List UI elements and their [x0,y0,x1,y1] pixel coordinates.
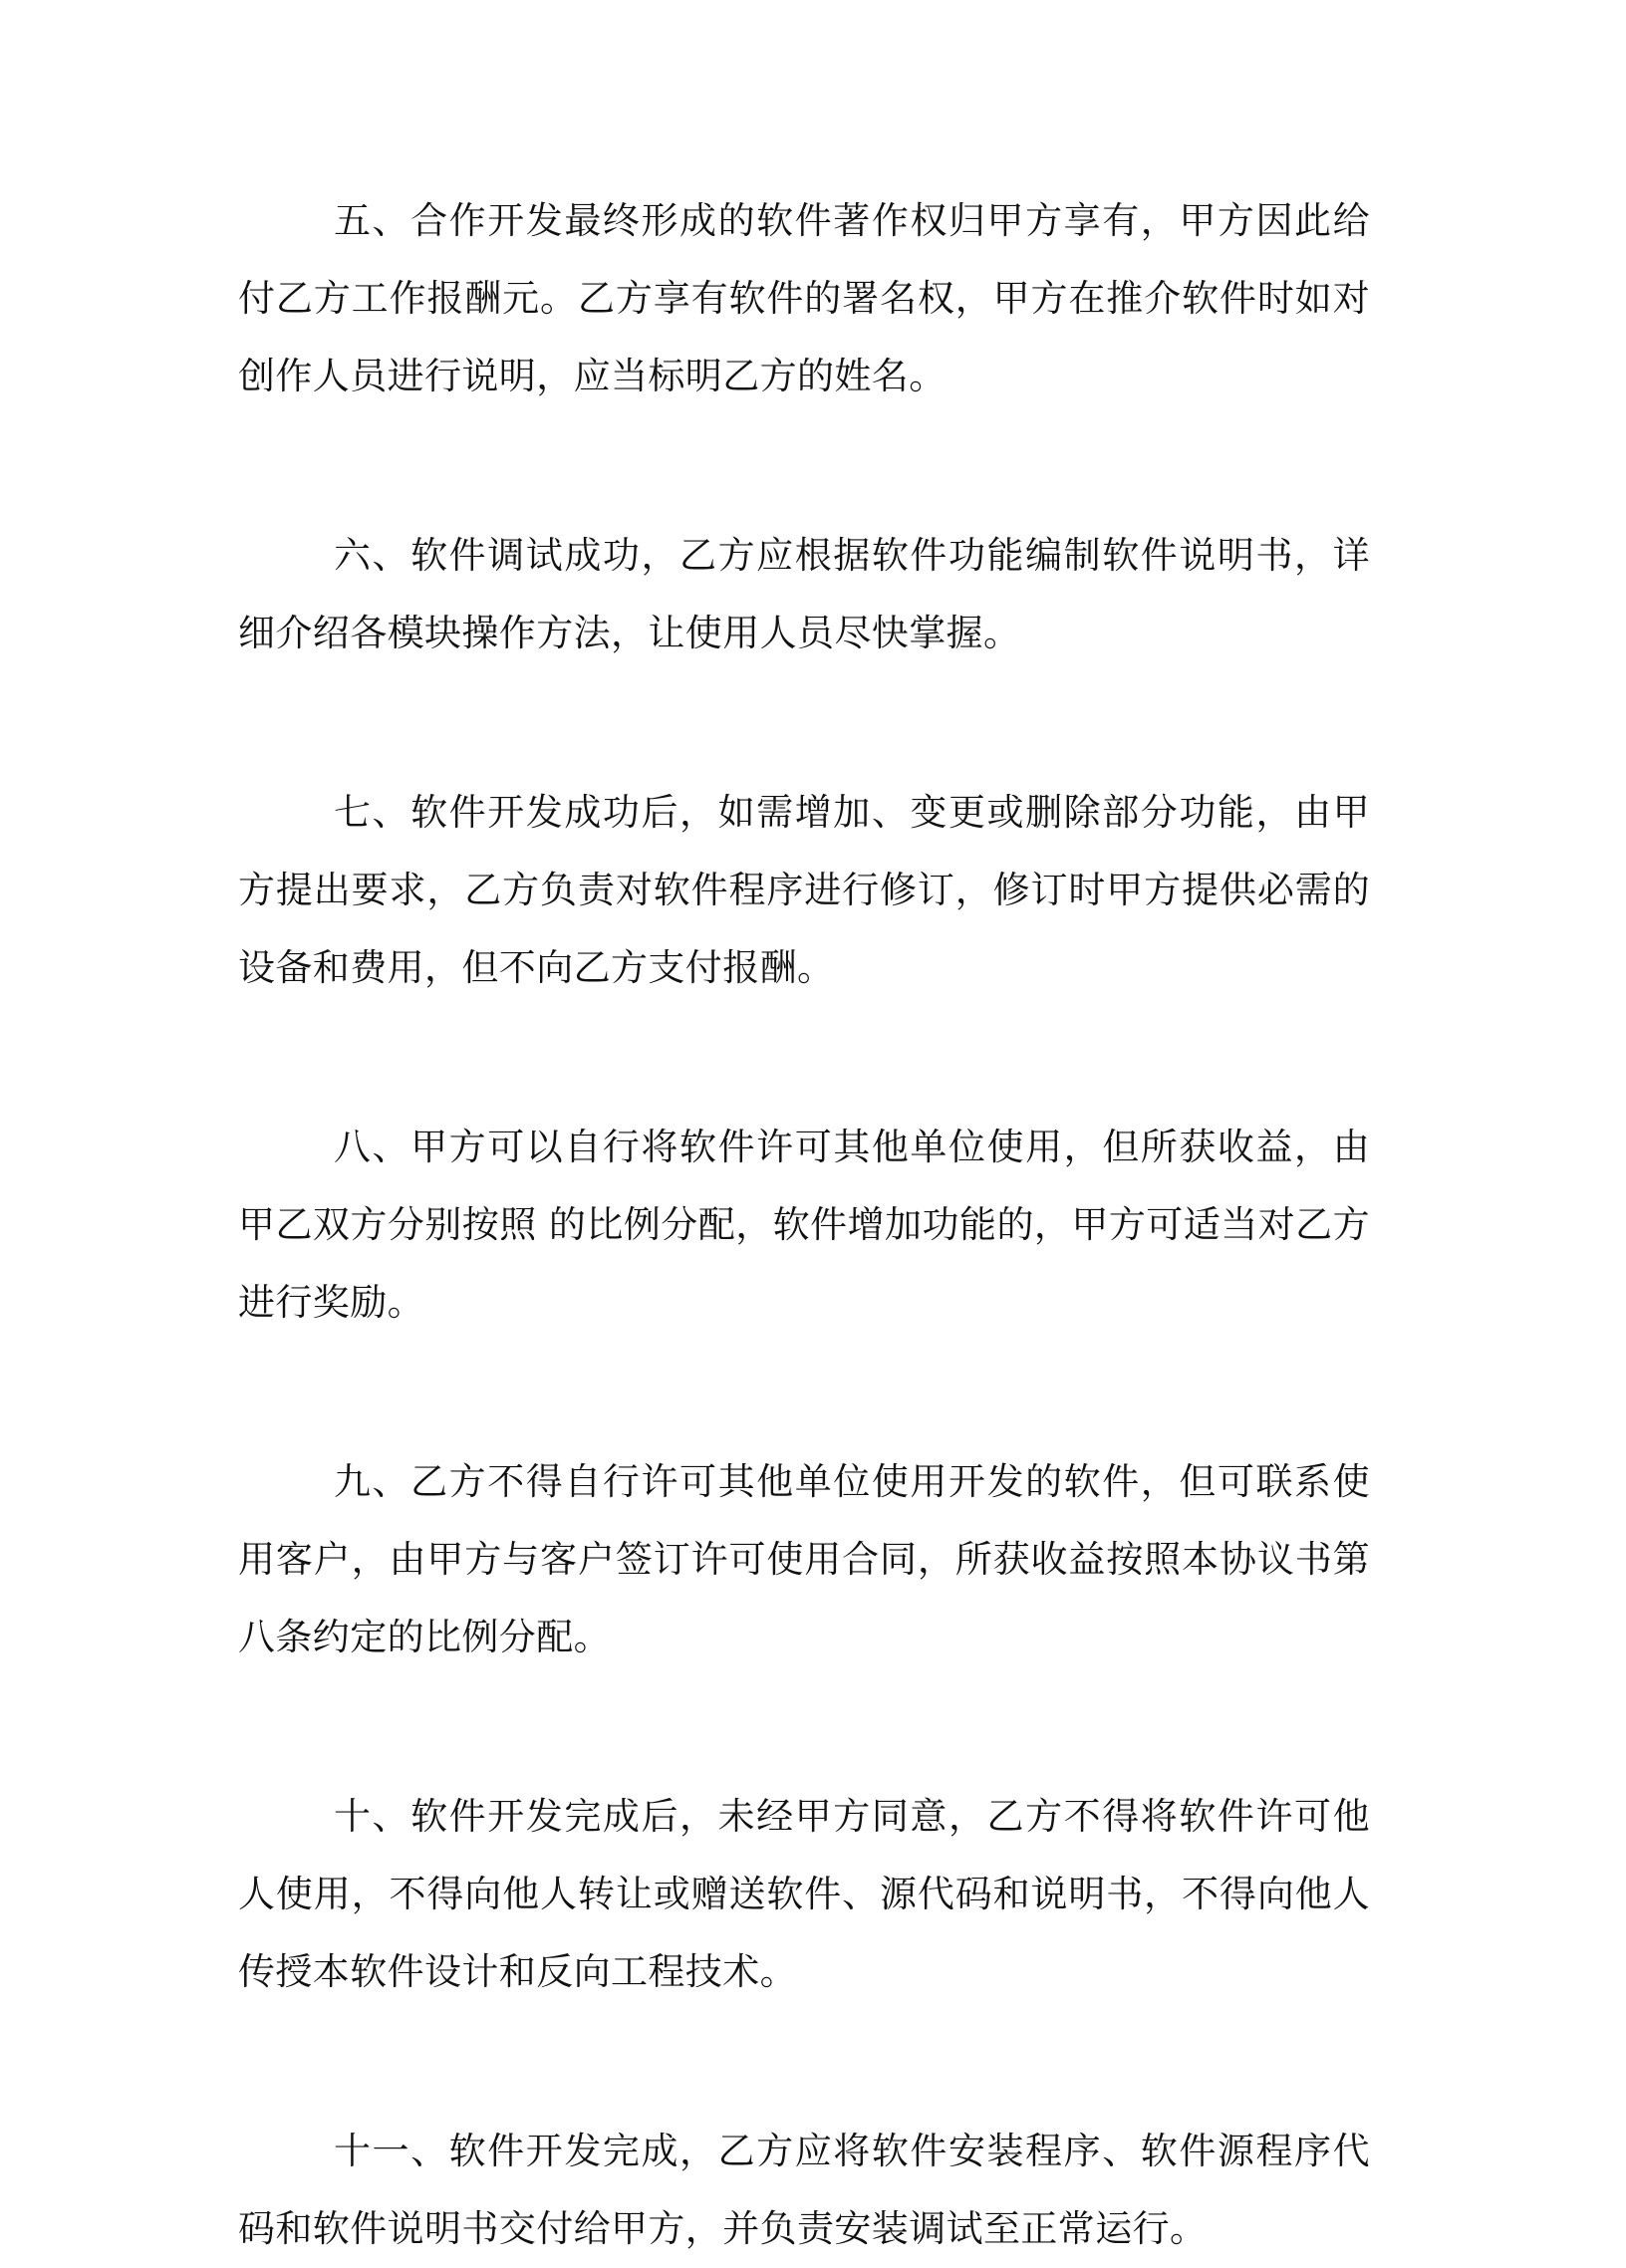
document-body [238,182,1370,2268]
clause-11: 十一、软件开发完成，乙方应将软件安装程序、软件源程序代码和软件说明书交付给甲方，并负责安装调试至正常运行。 [238,2130,1370,2250]
clause-7: 七、软件开发成功后，如需增加、变更或删除部分功能，由甲方提出要求，乙方负责对软件程序进行修订，修订时甲方提供必需的设备和费用，但不向乙方支付报酬。 [238,791,1370,989]
clause-8: 八、甲方可以自行将软件许可其他单位使用，但所获收益，由甲乙双方分别按照 的比例分配，软件增加功能的，甲方可适当对乙方进行奖励。 [238,1126,1370,1324]
clause-10: 十、软件开发完成后，未经甲方同意，乙方不得将软件许可他人使用，不得向他人转让或赠送软件、源代码和说明书，不得向他人传授本软件设计和反向工程技术。 [238,1795,1370,1993]
clause-9: 九、乙方不得自行许可其他单位使用开发的软件，但可联系使用客户，由甲方与客户签订许可使用合同，所获收益按照本协议书第八条约定的比例分配。 [238,1460,1370,1658]
clause-5: 五、合作开发最终形成的软件著作权归甲方享有，甲方因此给付乙方工作报酬元。乙方享有软件的署名权，甲方在推介软件时如对创作人员进行说明，应当标明乙方的姓名。 [238,199,1370,397]
clause-6: 六、软件调试成功，乙方应根据软件功能编制软件说明书，详细介绍各模块操作方法，让使用人员尽快掌握。 [238,534,1370,654]
